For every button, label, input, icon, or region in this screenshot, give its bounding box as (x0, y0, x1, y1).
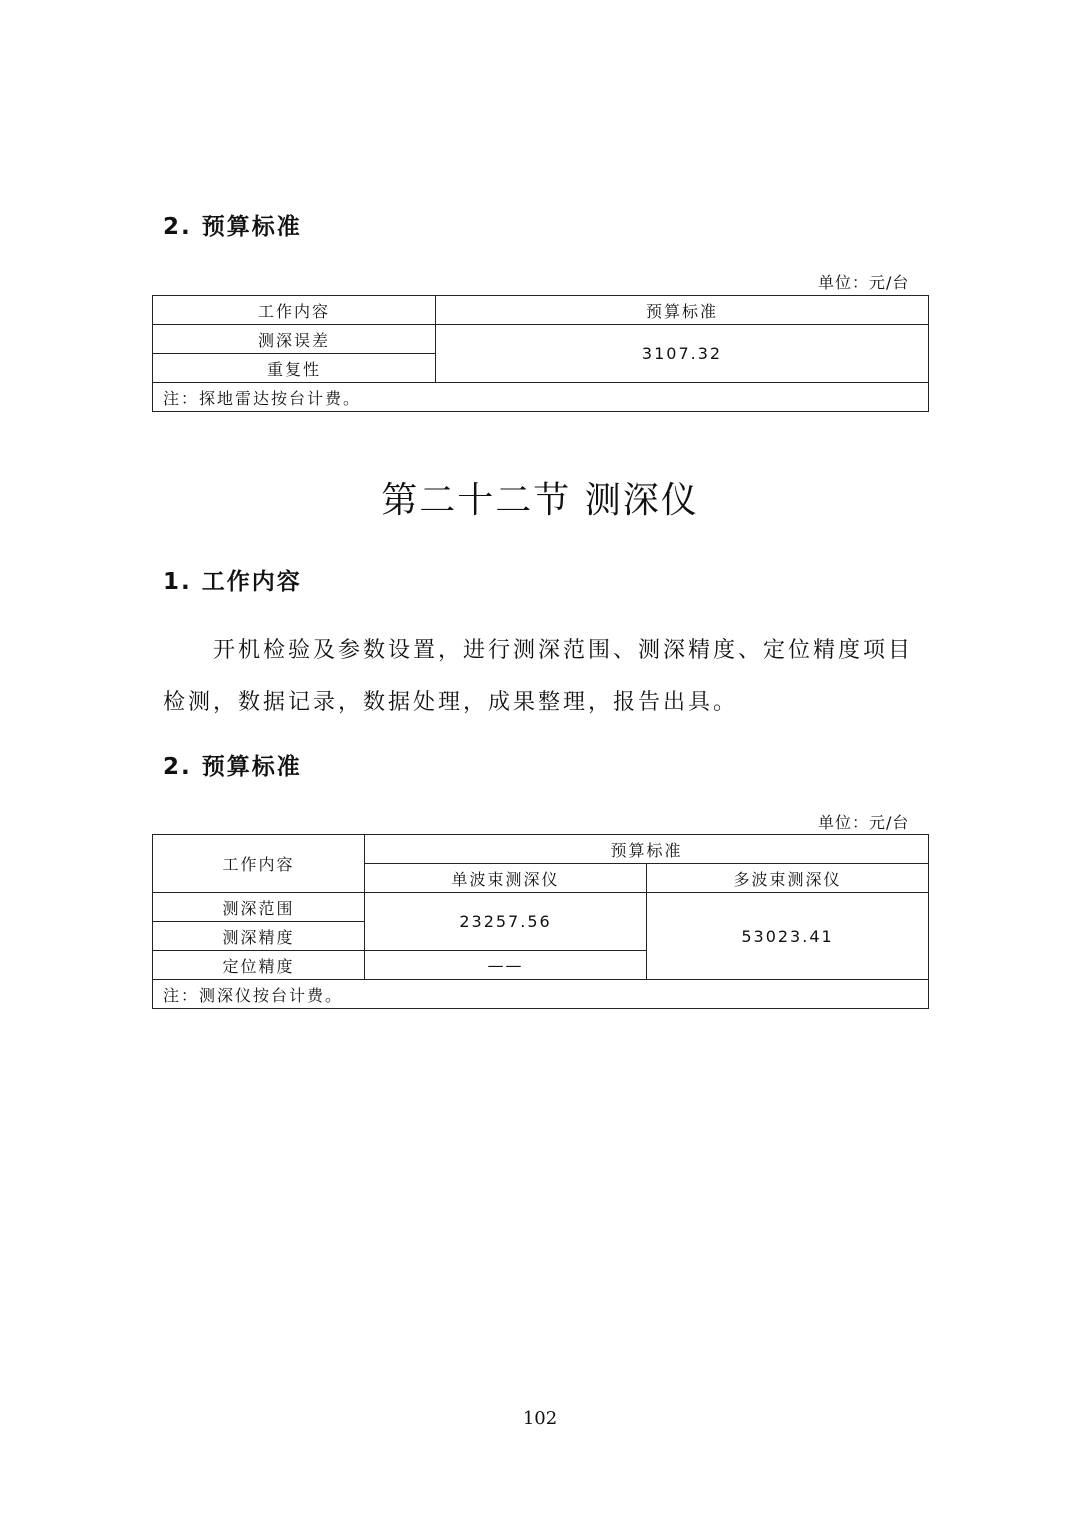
table1-header-budget: 预算标准 (436, 296, 929, 325)
budget-standard-heading-2: 2. 预算标准 (163, 754, 302, 780)
unit-label-1: 单位：元/台 (818, 273, 910, 292)
table2-row-depth-range: 测深范围 (153, 893, 365, 922)
work-content-heading: 1. 工作内容 (163, 569, 302, 595)
table2-subheader-multi-beam: 多波束测深仪 (647, 864, 929, 893)
table2-row-depth-accuracy: 测深精度 (153, 922, 365, 951)
budget-table-1 (152, 295, 929, 412)
work-content-paragraph (163, 628, 923, 673)
table2-row-position-accuracy: 定位精度 (153, 951, 365, 980)
budget-standard-heading-1: 2. 预算标准 (163, 214, 302, 240)
table2-header-budget: 预算标准 (365, 835, 929, 864)
table2-subheader-single-beam: 单波束测深仪 (365, 864, 647, 893)
table1-value: 3107.32 (436, 325, 929, 383)
paragraph-line-1: 开机检验及参数设置，进行测深范围、测深精度、定位精度项目 (213, 638, 914, 663)
chapter-title: 第二十二节 测深仪 (381, 480, 699, 521)
page-number: 102 (522, 1408, 558, 1429)
table1-header-work-content: 工作内容 (153, 296, 436, 325)
table1-row-repeatability: 重复性 (153, 354, 436, 383)
unit-label-2: 单位：元/台 (818, 813, 910, 832)
table2-header-work-content: 工作内容 (153, 835, 365, 893)
table1-note: 注：探地雷达按台计费。 (153, 383, 929, 412)
table2-note: 注：测深仪按台计费。 (153, 980, 929, 1009)
paragraph-line-2: 检测，数据记录，数据处理，成果整理，报告出具。 (163, 690, 739, 715)
table2-single-dash: —— (365, 951, 647, 980)
table2-single-value: 23257.56 (365, 893, 647, 951)
budget-table-2 (152, 834, 929, 1009)
table2-multi-value: 53023.41 (647, 893, 929, 980)
table1-row-depth-error: 测深误差 (153, 325, 436, 354)
